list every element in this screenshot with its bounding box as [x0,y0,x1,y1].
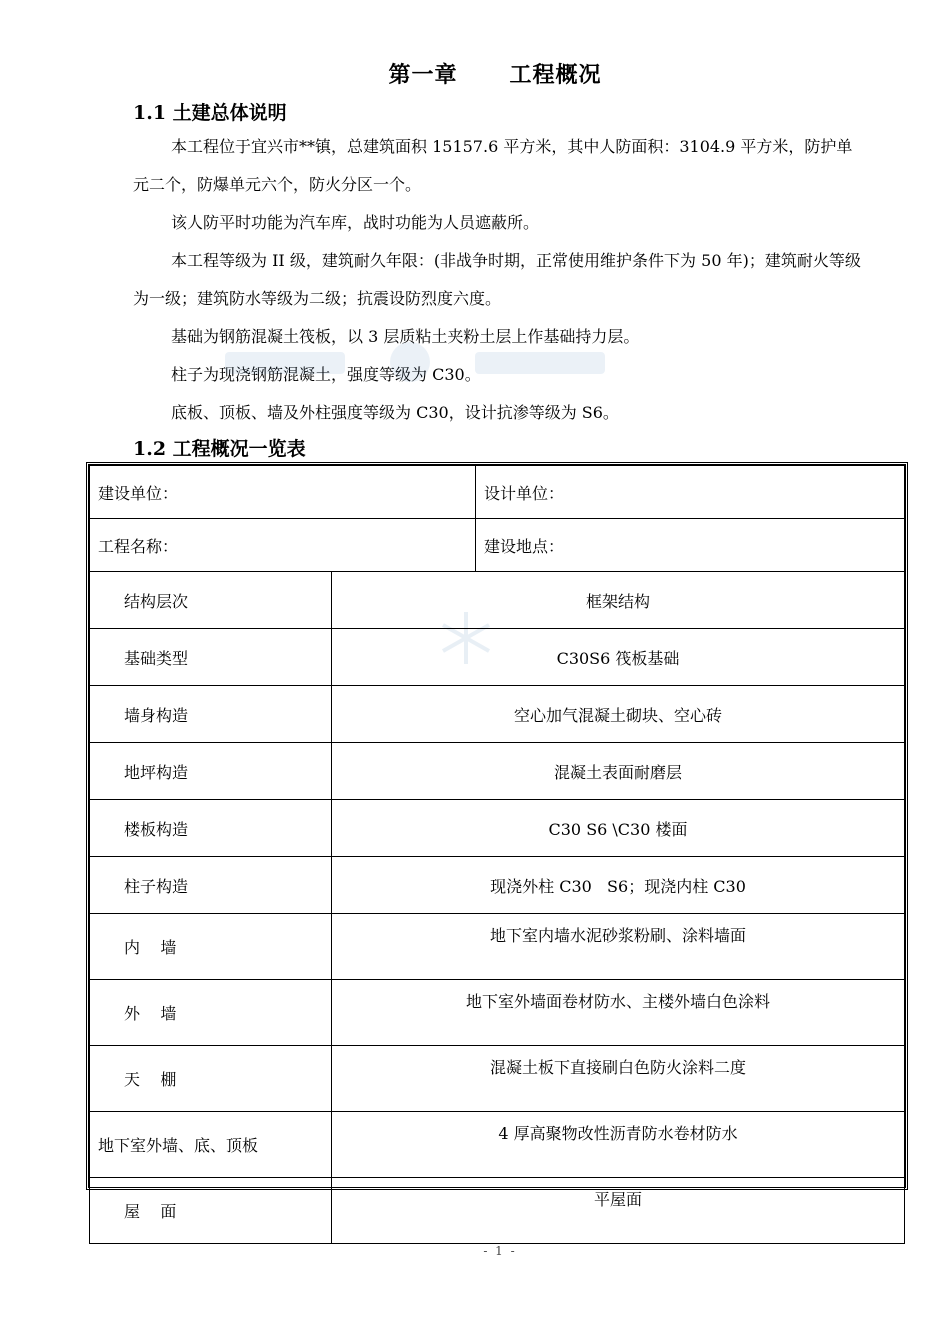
row-value: 框架结构 [332,572,905,629]
row-value: 现浇外柱 C30 S6；现浇内柱 C30 [332,857,905,914]
table-cell: 工程名称： [90,519,476,572]
row-label: 地下室外墙、底、顶板 [90,1112,332,1178]
table-row [90,519,905,572]
row-value: 地下室外墙面卷材防水、主楼外墙白色涂料 [332,980,905,1046]
row-label: 墙身构造 [90,686,332,743]
row-label: 结构层次 [90,572,332,629]
page-number: - 1 - [483,1244,517,1258]
table-row [90,914,905,980]
overview-table [86,462,908,1221]
row-label: 地坪构造 [90,743,332,800]
table-row [90,1178,905,1244]
table-row [90,980,905,1046]
watermark-logo [225,334,615,404]
table-row [90,800,905,857]
row-value: 混凝土板下直接刷白色防火涂料二度 [332,1046,905,1112]
table-row [90,1112,905,1178]
paragraph: 基础为钢筋混凝土筏板，以 3 层质粘土夹粉土层上作基础持力层。 [171,327,640,346]
row-value: 空心加气混凝土砌块、空心砖 [332,686,905,743]
section-heading-1-1: 1.1 土建总体说明 [133,102,287,124]
row-label: 外 墙 [90,980,332,1046]
row-value: 平屋面 [332,1178,905,1244]
row-value: 混凝土表面耐磨层 [332,743,905,800]
chapter-title: 第一章 工程概况 [388,62,602,88]
row-label: 楼板构造 [90,800,332,857]
paragraph: 底板、顶板、墙及外柱强度等级为 C30，设计抗渗等级为 S6。 [171,403,619,422]
table-row [90,857,905,914]
paragraph: 本工程等级为 II 级，建筑耐久年限：(非战争时期，正常使用维护条件下为 50 年)；建筑耐火等级为一级；建筑防水等级为二级；抗震设防烈度六度。 [133,251,861,308]
table-row [90,686,905,743]
table-cell: 建设地点： [476,519,905,572]
table-cell: 设计单位： [476,466,905,519]
table-row [90,743,905,800]
table-row [90,1046,905,1112]
row-label: 基础类型 [90,629,332,686]
section-heading-1-2: 1.2 工程概况一览表 [133,438,306,460]
paragraph: 本工程位于宜兴市**镇，总建筑面积 15157.6 平方米，其中人防面积：3104.9 平方米，防护单元二个，防爆单元六个，防火分区一个。 [133,137,853,194]
row-label: 屋 面 [90,1178,332,1244]
table-row [90,572,905,629]
row-value: C30 S6 \C30 楼面 [332,800,905,857]
table-cell: 建设单位： [90,466,476,519]
row-label: 柱子构造 [90,857,332,914]
table-row [90,466,905,519]
paragraph: 该人防平时功能为汽车库，战时功能为人员遮蔽所。 [171,213,540,232]
row-value: C30S6 筏板基础 [332,629,905,686]
row-label: 天 棚 [90,1046,332,1112]
paragraph: 柱子为现浇钢筋混凝土，强度等级为 C30。 [171,365,481,384]
row-value: 4 厚高聚物改性沥青防水卷材防水 [332,1112,905,1178]
table-row [90,629,905,686]
row-label: 内 墙 [90,914,332,980]
row-value: 地下室内墙水泥砂浆粉刷、涂料墙面 [332,914,905,980]
